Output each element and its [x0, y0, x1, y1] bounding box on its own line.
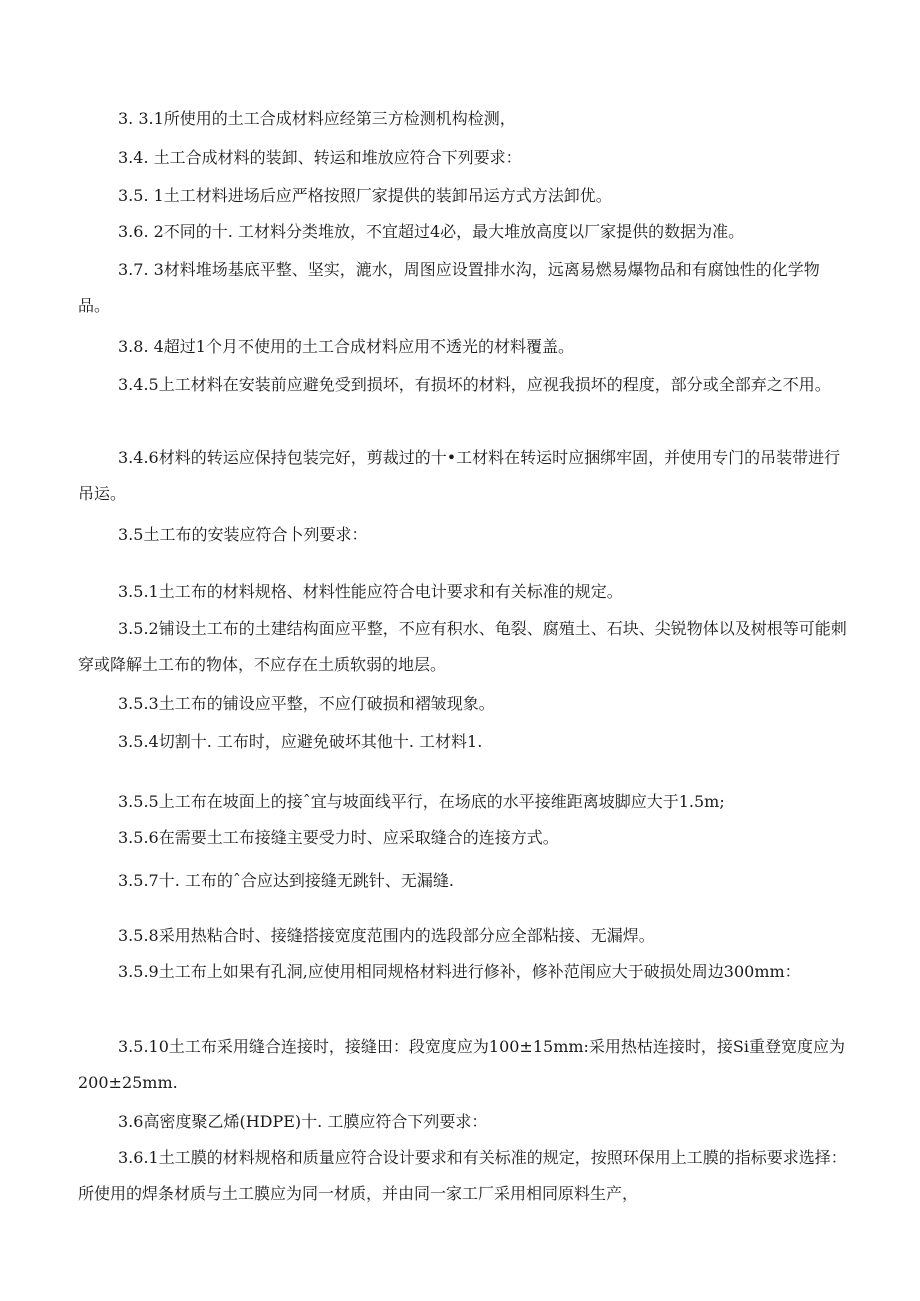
paragraph-text: 3.7. 3材料堆场基底平整、坚实，漉水，周图应设置排水沟，远离易燃易爆物品和有腐蚀性的化学物品。	[78, 260, 820, 315]
paragraph	[78, 784, 850, 820]
paragraph-text: 3.5土工布的安装应符合卜列要求：	[118, 525, 368, 544]
paragraph	[78, 918, 850, 954]
paragraph	[78, 178, 850, 214]
paragraph-text: 3.4. 土工合成材料的装卸、转运和堆放应符合下列要求：	[118, 148, 522, 167]
paragraph-text: 3.5.1土工布的材料规格、材料性能应符合电计要求和有关标准的规定。	[118, 582, 623, 601]
paragraph	[78, 1029, 850, 1101]
paragraph	[78, 820, 850, 856]
paragraph-text: 3.5.7十. 工布的ˆ合应达到接缝无跳针、无漏缝.	[118, 871, 454, 890]
paragraph	[78, 101, 850, 137]
paragraph-text: 3.5.6在需要土工布接缝主要受力时、应采取缝合的连接方式。	[118, 828, 559, 847]
paragraph	[78, 517, 850, 553]
paragraph	[78, 252, 850, 324]
paragraph-text: 3.5. 1土工材料进场后应严格按照厂家提供的装卸吊运方式方法卸优。	[118, 186, 612, 205]
paragraph	[78, 863, 850, 899]
paragraph-text: 3.5.5上工布在坡面上的接ˆ宜与坡面线平行，在场底的水平接维距离坡脚应大于1.5m;	[118, 792, 725, 811]
paragraph-text: 3.6.1土工膜的材料规格和质量应符合设计要求和有关标准的规定，按照环保用上工膜的指标要求选择：所使用的焊条材质与土工膜应为同一材质，并由同一家工厂采用相同原料生产，	[78, 1148, 847, 1203]
paragraph-text: 3.5.2铺设土工布的土建结构面应平整，不应有积水、龟裂、腐殖土、石块、尖锐物体以及树根等可能刺穿或降解土工布的物体，不应存在土质软弱的地层。	[78, 619, 847, 674]
paragraph-text: 3.5.8采用热粘合时、接缝搭接宽度范围内的选段部分应全部粘接、无漏焊。	[118, 926, 655, 945]
paragraph	[78, 724, 850, 760]
paragraph	[78, 574, 850, 610]
paragraph-text: 3.5.9土工布上如果有孔洞,应使用相同规格材料进行修补，修补范闱应大于破损处周边300mm：	[118, 962, 801, 981]
paragraph	[78, 1140, 850, 1212]
paragraph	[78, 329, 850, 365]
paragraph	[78, 367, 850, 403]
paragraph-text: 3.4.6材料的转运应保持包装完好，剪裁过的十•工材料在转运时应捆绑牢固，并使用专门的吊装带进行吊运。	[78, 448, 841, 503]
paragraph	[78, 140, 850, 176]
paragraph	[78, 954, 850, 990]
paragraph	[78, 1104, 850, 1140]
paragraph	[78, 686, 850, 722]
paragraph-text: 3.5.10土工布采用缝合连接时，接缝田：段宽度应为100±15mm:采用热枯连接时，接Si重登宽度应为200±25mm.	[78, 1037, 846, 1092]
paragraph	[78, 440, 850, 512]
paragraph-text: 3.4.5上工材料在安装前应避免受到损坏，有损坏的材料，应视我损坏的程度，部分或全部弃之不用。	[118, 375, 831, 394]
paragraph-text: 3.8. 4超过1个月不使用的土工合成材料应用不透光的材料覆盖。	[118, 337, 574, 356]
paragraph-text: 3.6. 2不同的十. 工材料分类堆放，不宜超过4必，最大堆放高度以厂家提供的数据为准。	[118, 222, 745, 241]
paragraph	[78, 611, 850, 683]
paragraph-text: 3.6高密度聚乙烯(HDPE)十. 工膜应符合下列要求：	[118, 1112, 488, 1131]
paragraph-text: 3. 3.1所使用的土工合成材料应经第三方检测机构检测，	[118, 109, 516, 128]
paragraph	[78, 214, 850, 250]
paragraph-text: 3.5.4切割十. 工布时，应避免破坏其他十. 工材料1.	[118, 732, 483, 751]
paragraph-text: 3.5.3土工布的铺设应平整，不应仃破损和褶皱现象。	[118, 694, 495, 713]
